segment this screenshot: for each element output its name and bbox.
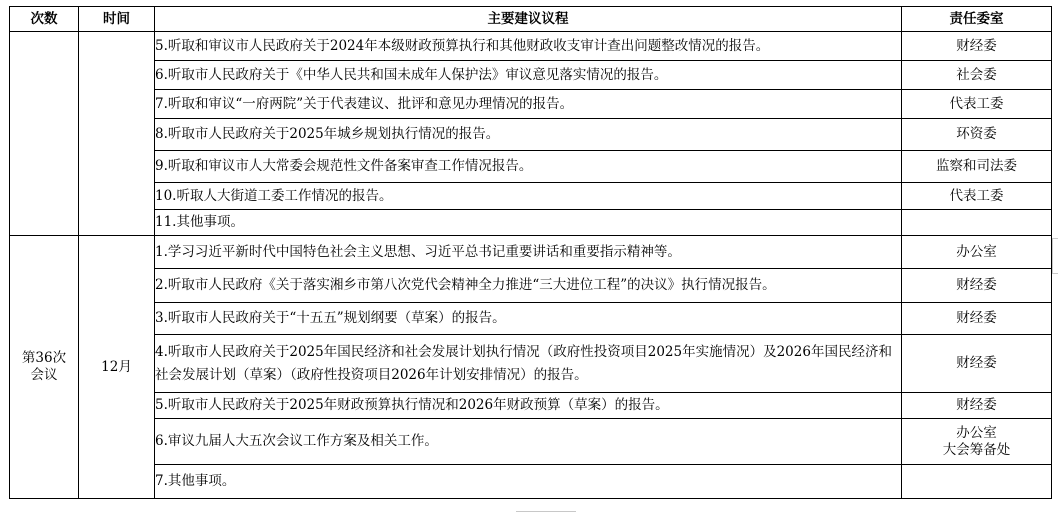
committee-line1: 办公室 — [956, 424, 997, 441]
table-row — [10, 210, 1052, 236]
committee-cell: 财经委 — [902, 32, 1052, 61]
agenda-item: 6.审议九届人大五次会议工作方案及相关工作。 — [155, 419, 902, 465]
table-row — [10, 183, 1052, 210]
page-bottom-marker — [516, 511, 576, 516]
agenda-item: 5.听取市人民政府关于2025年财政预算执行情况和2026年财政预算（草案）的报告。 — [155, 393, 902, 419]
committee-cell — [902, 465, 1052, 499]
agenda-item: 11.其他事项。 — [155, 210, 902, 236]
agenda-item: 4.听取市人民政府关于2025年国民经济和社会发展计划执行情况（政府性投资项目2025年实施情况）及2026年国民经济和社会发展计划（草案）（政府性投资项目2026年计划安排情况）的报告。 — [155, 335, 902, 393]
session-label-line2: 会议 — [30, 367, 58, 383]
table-row — [10, 32, 1052, 61]
committee-cell — [902, 210, 1052, 236]
page-edge-marker — [1052, 238, 1058, 274]
committee-cell: 代表工委 — [902, 90, 1052, 119]
table-row — [10, 236, 1052, 269]
header-row — [10, 7, 1052, 32]
table-row — [10, 393, 1052, 419]
committee-cell: 财经委 — [902, 335, 1052, 393]
header-session: 次数 — [10, 7, 79, 32]
committee-cell: 财经委 — [902, 303, 1052, 335]
agenda-item: 2.听取市人民政府《关于落实湘乡市第八次党代会精神全力推进“三大进位工程”的决议》执行情况报告。 — [155, 269, 902, 303]
table-row — [10, 90, 1052, 119]
table-row — [10, 419, 1052, 465]
page-edge-tick — [1052, 238, 1058, 239]
committee-cell — [902, 419, 1052, 465]
committee-cell: 财经委 — [902, 393, 1052, 419]
agenda-item: 5.听取和审议市人民政府关于2024年本级财政预算执行和其他财政收支审计查出问题整改情况的报告。 — [155, 32, 902, 61]
agenda-table — [9, 6, 1052, 499]
committee-cell: 财经委 — [902, 269, 1052, 303]
table-row — [10, 465, 1052, 499]
table-row — [10, 61, 1052, 90]
table-row — [10, 335, 1052, 393]
agenda-item: 10.听取人大街道工委工作情况的报告。 — [155, 183, 902, 210]
session-label-line1: 第36次 — [21, 350, 67, 366]
session-cell — [10, 236, 79, 499]
committee-cell: 监察和司法委 — [902, 151, 1052, 183]
table-row — [10, 119, 1052, 151]
committee-cell: 环资委 — [902, 119, 1052, 151]
agenda-item: 7.听取和审议“一府两院”关于代表建议、批评和意见办理情况的报告。 — [155, 90, 902, 119]
time-cell-empty — [79, 32, 155, 236]
table-row — [10, 151, 1052, 183]
committee-cell: 代表工委 — [902, 183, 1052, 210]
table-row — [10, 303, 1052, 335]
committee-cell: 社会委 — [902, 61, 1052, 90]
session-cell-empty — [10, 32, 79, 236]
header-topics: 主要建议议程 — [155, 7, 902, 32]
agenda-item: 1.学习习近平新时代中国特色社会主义思想、习近平总书记重要讲话和重要指示精神等。 — [155, 236, 902, 269]
committee-cell: 办公室 — [902, 236, 1052, 269]
agenda-item: 9.听取和审议市人大常委会规范性文件备案审查工作情况报告。 — [155, 151, 902, 183]
time-cell: 12月 — [79, 236, 155, 499]
agenda-item: 6.听取市人民政府关于《中华人民共和国未成年人保护法》审议意见落实情况的报告。 — [155, 61, 902, 90]
header-time: 时间 — [79, 7, 155, 32]
header-committee: 责任委室 — [902, 7, 1052, 32]
table-row — [10, 269, 1052, 303]
agenda-item: 7.其他事项。 — [155, 465, 902, 499]
agenda-item: 8.听取市人民政府关于2025年城乡规划执行情况的报告。 — [155, 119, 902, 151]
agenda-item: 3.听取市人民政府关于“十五五”规划纲要（草案）的报告。 — [155, 303, 902, 335]
page-edge-tick — [1052, 273, 1058, 274]
committee-line2: 大会筹备处 — [942, 441, 1011, 458]
